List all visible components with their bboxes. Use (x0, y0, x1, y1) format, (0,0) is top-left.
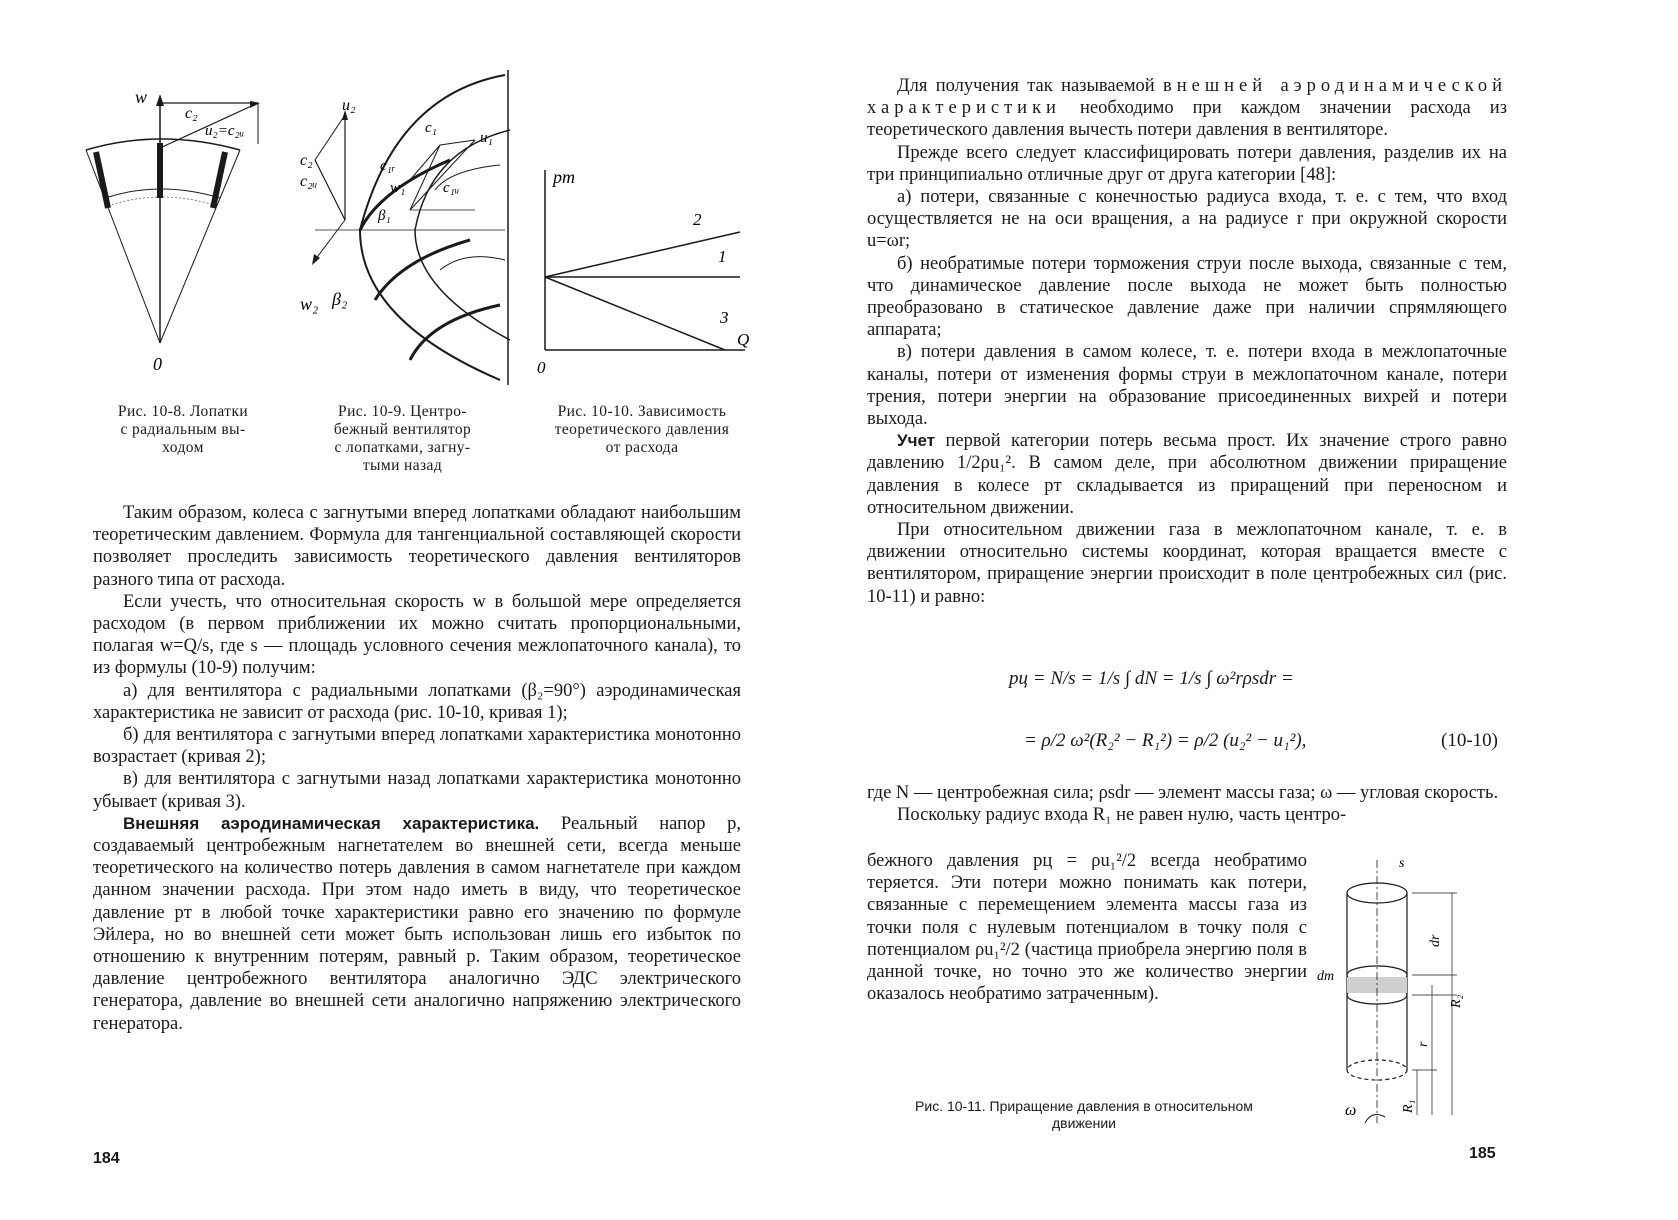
list-item: а) для вентилятора с радиальными лопатками (β₂=90°) аэродинамическая характеристика не зависит от расхода (рис. 10-10, кривая 1); (93, 680, 741, 723)
fig-10-11-dm-label: dm (1317, 969, 1335, 984)
caption-line: от расхода (605, 439, 679, 456)
fig-10-11-omega-label: ω (1345, 1102, 1357, 1119)
figure-10-10 (535, 165, 755, 380)
fig-10-9-u2-label: u₂ (342, 97, 356, 114)
formula-line-2: = ρ/2 ω²(R₂² − R₁²) = ρ/2 (u₂² − u₁²), (1024, 730, 1307, 751)
fig-10-9-c1-label: c₁ (425, 120, 437, 136)
fig-10-9-c2-label: c₂ (300, 152, 313, 169)
fig-10-9-w2-label: w₂ (300, 294, 319, 314)
fig-10-8-c2-label: c₂ (185, 105, 198, 122)
p1-rest: необходимо при каждом значении расхода из теоретического давления вычесть потери давления в вентиляторе. (867, 98, 1508, 141)
fig-10-11-dr-label: dr (1428, 934, 1443, 947)
list-item: а) потери, связанные с конечностью радиуса входа, т. е. с тем, что вход осуществляется не на оси вращения, а на радиусе r при окружной скорости u=ωr; (867, 187, 1507, 252)
fig-10-8-origin-label: 0 (153, 354, 162, 374)
fig-10-10-q-label: Q (737, 330, 750, 349)
caption-line: Рис. 10-11. Приращение давления в относительном (915, 1098, 1253, 1114)
right-body-text (867, 75, 1507, 608)
figure-10-9 (300, 70, 515, 390)
fig-10-10-curve-2-label: 2 (693, 210, 702, 229)
list (93, 680, 741, 813)
fig-10-9-beta2-label: β₂ (332, 289, 348, 309)
formula-number: (10-10) (1441, 730, 1498, 751)
right-page (839, 0, 1678, 1220)
figure-10-11-caption (859, 1098, 1309, 1132)
section-text: Реальный напор p, создаваемый центробежным нагнетателем во внешней сети, всегда меньше теоретического на количество потерь давления в самом нагнетателе при каждом данном значении расхода. При этом надо иметь в виду, что теоретическое давление pт в любой точке характеристики равно его значению по формуле Эйлера, но во внешней сети может быть использован лишь его избыток по отношению к внутренним потерям, равный p. Таким образом, теоретическое давление центробежного вентилятора аналогично ЭДС электрического генератора, давление во внешней сети аналогично напряжению электрического генератора. (93, 813, 742, 1034)
caption-line: с радиальным вы- (120, 421, 246, 438)
paragraph: Прежде всего следует классифицировать потери давления, разделив их на три принципиально отличные друг от друга категории [48]: (867, 142, 1507, 185)
fig-10-9-c1u-label: c₁ᵤ (443, 180, 460, 196)
fig-10-9-w1-label: w₁ (390, 180, 406, 196)
fig-10-9-beta1-label: β₁ (378, 208, 391, 224)
p3-bold: Учет (897, 431, 936, 451)
figure-10-9-caption (310, 403, 495, 475)
page-number-right: 185 (1469, 1145, 1496, 1162)
paragraph: бежного давления pц = ρu₁²/2 всегда необратимо теряется. Эти потери можно понимать как потери, связанные с перемещением элемента массы газа из точки поля с нулевым потенциалом в точку поля с потенциалом ρu₁²/2 (частица приобрела энергию поля в данной точке, но точно это же количество энергии оказалось необратимо затраченным). (867, 851, 1307, 1005)
p1-start: Для получения так называемой (897, 76, 1155, 96)
fig-10-11-r1-label: R₁ (1401, 1099, 1416, 1113)
fig-10-11-r2-label: R₂ (1449, 994, 1464, 1008)
caption-line: бежный вентилятор (333, 421, 472, 438)
figure-10-8-caption (88, 403, 278, 457)
fig-10-10-curve-3-label: 3 (720, 308, 729, 327)
list-item: в) для вентилятора с загнутыми назад лопатками характеристика монотонно убывает (кривая 3). (93, 769, 741, 812)
fig-10-11-r-label: r (1416, 1041, 1431, 1047)
paragraph: При относительном движении газа в межлопаточном канале, т. е. в движении относительно системы координат, которая вращается вместе с вентилятором, приращение энергии происходит в поле центробежных сил (рис. 10-11) и равно: (867, 520, 1507, 607)
p1-spaced: внешней аэродинамической характеристики (867, 76, 1507, 119)
right-body-text-2 (867, 782, 1507, 826)
paragraph (867, 75, 1507, 142)
caption-line: тыми назад (362, 457, 443, 474)
left-body-text (93, 502, 741, 1035)
formula-line-1: pц = N/s = 1/s ∫ dN = 1/s ∫ ω²rρsdr = (1009, 668, 1294, 689)
figure-10-10-caption (532, 403, 752, 457)
fig-10-10-pt-label: pт (553, 167, 575, 187)
fig-10-10-curve-1-label: 1 (718, 247, 727, 266)
fig-10-10-origin-label: 0 (537, 358, 546, 377)
list-item: в) потери давления в самом колесе, т. е. потери входа в межлопаточные каналы, потери от изменения формы струи в межлопаточном канале, потери трения, потери энергии на образование присоединенных вихрей и потери выхода. (867, 342, 1507, 430)
fig-10-9-c1r-label: c₁ᵣ (380, 158, 396, 174)
fig-10-11-s-label: s (1399, 856, 1405, 871)
caption-line: Рис. 10-9. Центро- (338, 403, 467, 420)
right-body-text-3 (867, 850, 1307, 1005)
list-item: б) для вентилятора с загнутыми вперед лопатками характеристика монотонно возрастает (кривая 2); (93, 725, 741, 768)
figure-10-8 (80, 88, 280, 388)
caption-line: Рис. 10-10. Зависимость (557, 403, 727, 420)
figure-10-11 (1317, 855, 1487, 1130)
p3-text: первой категории потерь весьма прост. Их значение строго равно давлению 1/2ρu₁². В самом деле, при абсолютном движении приращение давления в колесе pт складывается из приращений при переносном и относительном движении. (867, 431, 1508, 518)
paragraph: Если учесть, что относительная скорость w в большой мере определяется расходом (в первом приближении их можно считать пропорциональными, полагая w=Q/s, где s — площадь условного сечения межлопаточного канала), то из формулы (10-9) получим: (93, 591, 741, 679)
paragraph: Таким образом, колеса с загнутыми вперед лопатками обладают наибольшим теоретическим давлением. Формула для тангенциальной составляющей скорости позволяет проследить зависимость теоретического давления вентиляторов разного типа от расхода. (93, 503, 741, 590)
fig-10-8-u2c2u-label: u₂=c₂ᵤ (205, 123, 245, 139)
paragraph (867, 430, 1507, 519)
page-number-left: 184 (93, 1150, 120, 1167)
paragraph-first-line: Поскольку радиус входа R₁ не равен нулю, часть центро- (897, 805, 1347, 826)
section-heading: Внешняя аэродинамическая характеристика. (123, 813, 540, 833)
fig-10-9-c2u-label: c₂ᵤ (300, 173, 318, 190)
caption-line: Рис. 10-8. Лопатки (117, 403, 249, 420)
caption-line: движении (1052, 1115, 1116, 1131)
caption-line: с лопатками, загну- (334, 439, 471, 456)
where-paragraph: где N — центробежная сила; ρsdr — элемент массы газа; ω — угловая скорость. (867, 783, 1499, 803)
caption-line: ходом (162, 439, 204, 456)
fig-10-9-u1-label: u₁ (480, 130, 493, 146)
list-item: б) необратимые потери торможения струи после выхода, связанные с тем, что динамическое давление после выхода не может быть полностью преобразовано в статическое давление даже при наличии спрямляющего аппарата; (867, 253, 1507, 341)
section-paragraph (93, 813, 741, 1035)
caption-line: теоретического давления (554, 421, 730, 438)
fig-10-8-w-label: w (135, 88, 148, 107)
